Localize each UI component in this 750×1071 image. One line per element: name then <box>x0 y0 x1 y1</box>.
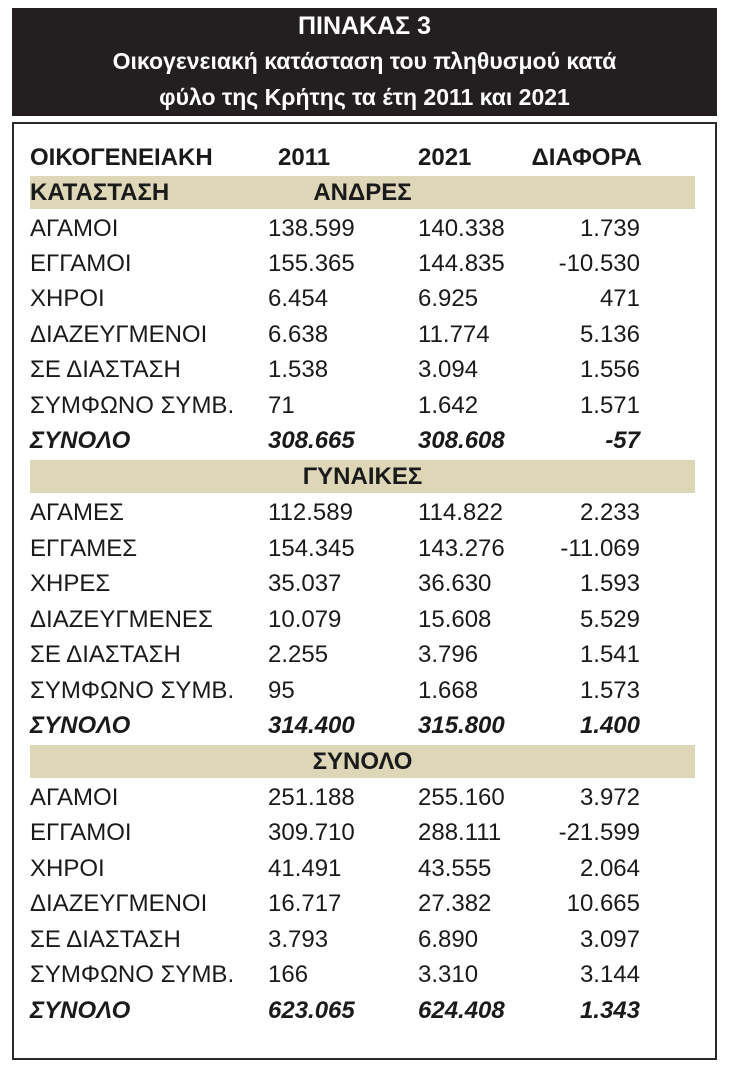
value-difference: -10.530 <box>558 250 640 277</box>
table-row <box>30 958 700 992</box>
value-difference: 5.529 <box>579 606 640 633</box>
value-2011: 166 <box>268 961 309 988</box>
row-label: ΑΓΑΜΕΣ <box>30 499 124 526</box>
value-2021: 143.276 <box>418 535 505 562</box>
table-row <box>30 923 700 957</box>
table-row <box>30 496 700 530</box>
section-label-women: ΓΥΝΑΙΚΕΣ <box>302 463 423 490</box>
section-band-women <box>30 460 695 493</box>
table-title-box <box>12 8 717 116</box>
row-label: ΣΥΜΦΩΝΟ ΣΥΜΒ. <box>30 677 235 704</box>
value-difference: 3.144 <box>579 961 640 988</box>
value-difference: 5.136 <box>579 321 640 348</box>
value-2011: 3.793 <box>268 926 329 953</box>
section-label-men: ΑΝΔΡΕΣ <box>313 179 412 206</box>
row-label: ΔΙΑΖΕΥΓΜΕΝΕΣ <box>30 606 213 633</box>
value-2021: 3.796 <box>418 641 479 668</box>
value-2021: 15.608 <box>418 606 492 633</box>
row-label: ΣΕ ΔΙΑΣΤΑΣΗ <box>30 356 181 383</box>
total-2011: 314.400 <box>268 712 355 739</box>
total-2021: 624.408 <box>418 997 505 1024</box>
table-row <box>30 638 700 672</box>
row-label: ΕΓΓΑΜΟΙ <box>30 250 132 277</box>
value-2021: 3.094 <box>418 356 479 383</box>
value-2011: 251.188 <box>268 784 355 811</box>
row-label: ΧΗΡΕΣ <box>30 570 111 597</box>
total-label: ΣΥΝΟΛΟ <box>30 427 131 454</box>
header-2011: 2011 <box>278 144 331 171</box>
row-label: ΕΓΓΑΜΟΙ <box>30 819 132 846</box>
total-difference: -57 <box>605 427 640 454</box>
table-row <box>30 353 700 387</box>
value-2021: 255.160 <box>418 784 505 811</box>
table-row <box>30 781 700 815</box>
row-label: ΕΓΓΑΜΕΣ <box>30 535 138 562</box>
value-difference: 1.571 <box>579 392 640 419</box>
value-2011: 2.255 <box>268 641 329 668</box>
value-2021: 1.668 <box>418 677 479 704</box>
value-difference: -21.599 <box>558 819 640 846</box>
value-difference: 1.556 <box>579 356 640 383</box>
table-row <box>30 852 700 886</box>
value-2011: 35.037 <box>268 570 342 597</box>
value-difference: 1.739 <box>579 215 640 242</box>
value-difference: 2.064 <box>579 855 640 882</box>
value-2011: 16.717 <box>268 890 342 917</box>
value-2021: 27.382 <box>418 890 492 917</box>
section-band-total <box>30 745 695 778</box>
row-label: ΣΕ ΔΙΑΣΤΑΣΗ <box>30 641 181 668</box>
table-row <box>30 247 700 281</box>
value-2021: 140.338 <box>418 215 505 242</box>
value-2021: 144.835 <box>418 250 505 277</box>
column-header-row <box>30 141 700 175</box>
value-2011: 6.638 <box>268 321 329 348</box>
value-2011: 138.599 <box>268 215 355 242</box>
value-difference: 3.097 <box>579 926 640 953</box>
value-difference: 3.972 <box>579 784 640 811</box>
row-label: ΣΕ ΔΙΑΣΤΑΣΗ <box>30 926 181 953</box>
total-label: ΣΥΝΟΛΟ <box>30 712 131 739</box>
value-2021: 6.890 <box>418 926 479 953</box>
total-row <box>30 709 700 743</box>
value-2011: 71 <box>268 392 295 419</box>
total-2021: 315.800 <box>418 712 505 739</box>
value-2021: 36.630 <box>418 570 492 597</box>
total-difference: 1.400 <box>579 712 640 739</box>
table-row <box>30 674 700 708</box>
table-row <box>30 389 700 423</box>
header-status: ΟΙΚΟΓΕΝΕΙΑΚΗ <box>30 144 213 171</box>
value-difference: -11.069 <box>560 535 640 562</box>
value-2021: 114.822 <box>418 499 503 526</box>
value-2011: 10.079 <box>268 606 342 633</box>
value-2011: 6.454 <box>268 285 329 312</box>
row-label: ΑΓΑΜΟΙ <box>30 784 119 811</box>
value-difference: 471 <box>599 285 640 312</box>
table-row <box>30 212 700 246</box>
value-difference: 2.233 <box>579 499 640 526</box>
table-row <box>30 318 700 352</box>
value-2011: 1.538 <box>268 356 329 383</box>
total-2011: 308.665 <box>268 427 355 454</box>
value-2021: 11.774 <box>418 321 490 348</box>
section-band-men <box>30 176 695 209</box>
value-difference: 1.593 <box>579 570 640 597</box>
row-label: ΑΓΑΜΟΙ <box>30 215 119 242</box>
table-row <box>30 887 700 921</box>
header-status-line-2: ΚΑΤΑΣΤΑΣΗ <box>30 179 170 206</box>
value-difference: 1.573 <box>579 677 640 704</box>
value-difference: 10.665 <box>566 890 640 917</box>
table-row <box>30 567 700 601</box>
row-label: ΣΥΜΦΩΝΟ ΣΥΜΒ. <box>30 961 235 988</box>
row-label: ΔΙΑΖΕΥΓΜΕΝΟΙ <box>30 890 208 917</box>
value-2021: 3.310 <box>418 961 479 988</box>
table-row <box>30 532 700 566</box>
value-2021: 1.642 <box>418 392 479 419</box>
value-2021: 288.111 <box>418 819 502 846</box>
value-2011: 95 <box>268 677 295 704</box>
total-label: ΣΥΝΟΛΟ <box>30 997 131 1024</box>
row-label: ΧΗΡΟΙ <box>30 285 105 312</box>
total-difference: 1.343 <box>579 997 640 1024</box>
value-difference: 1.541 <box>579 641 640 668</box>
table-row <box>30 603 700 637</box>
total-row <box>30 994 700 1028</box>
total-2021: 308.608 <box>418 427 505 454</box>
value-2011: 155.365 <box>268 250 355 277</box>
value-2011: 112.589 <box>268 499 353 526</box>
table-title-line-2: φύλο της Κρήτης τα έτη 2011 και 2021 <box>159 84 570 110</box>
total-row <box>30 424 700 458</box>
value-2021: 6.925 <box>418 285 479 312</box>
row-label: ΔΙΑΖΕΥΓΜΕΝΟΙ <box>30 321 208 348</box>
row-label: ΣΥΜΦΩΝΟ ΣΥΜΒ. <box>30 392 235 419</box>
table-row <box>30 816 700 850</box>
header-2021: 2021 <box>418 144 472 171</box>
table-title-line-1: Οικογενειακή κατάσταση του πληθυσμού κατά <box>112 48 617 74</box>
header-difference: ΔΙΑΦΟΡΑ <box>531 144 642 171</box>
total-2011: 623.065 <box>268 997 355 1024</box>
row-label: ΧΗΡΟΙ <box>30 855 105 882</box>
table-row <box>30 282 700 316</box>
section-label-total: ΣΥΝΟΛΟ <box>312 748 413 775</box>
table-number: ΠΙΝΑΚΑΣ 3 <box>297 12 432 40</box>
value-2011: 41.491 <box>268 855 342 882</box>
value-2011: 154.345 <box>268 535 355 562</box>
value-2011: 309.710 <box>268 819 355 846</box>
value-2021: 43.555 <box>418 855 492 882</box>
